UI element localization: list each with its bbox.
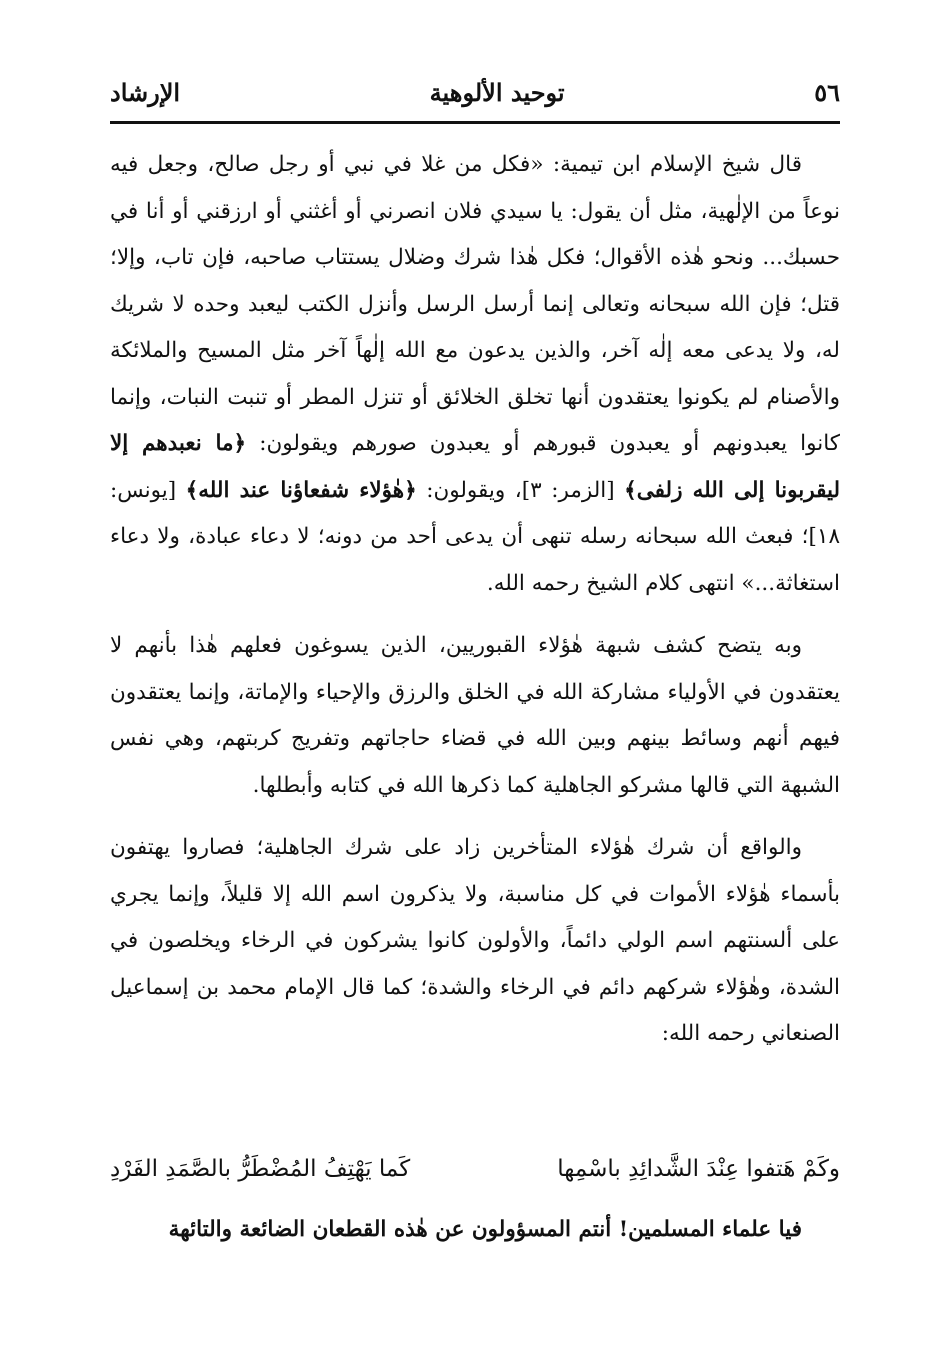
verse-reference-yunus: [يونس: ١٨]؛	[110, 477, 840, 549]
quran-verse-zumar: ﴿ما نعبدهم إلا ليقربونا إلى الله زلفى﴾	[110, 431, 840, 503]
running-head	[110, 70, 840, 114]
chapter-title: توحيد الألوهية	[429, 77, 565, 107]
closing-line: فيا علماء المسلمين! أنتم المسؤولون عن هٰذه القطعان الضائعة والتائهة	[168, 1217, 802, 1242]
header-rule	[110, 121, 840, 124]
book-title: الإرشاد	[110, 77, 181, 107]
paragraph-waqi: والواقع أن شرك هٰؤلاء المتأخرين زاد على شرك الجاهلية؛ فصاروا يهتفون بأسماء هٰؤلاء الأموات في كل مناسبة، ولا يذكرون اسم الله إلا قليلاً، وإنما يجري على ألسنتهم اسم الولي دائماً، والأولون كانوا يشركون في الرخاء ويخلصون في الشدة، وهٰؤلاء شركهم دائم في الرخاء والشدة؛ كما قال الإمام محمد بن إسماعيل الصنعاني رحمه الله:	[110, 835, 840, 1046]
quote-text-start: قال شيخ الإسلام ابن تيمية: «فكل من غلا في نبي أو رجل صالح، وجعل فيه نوعاً من الإلٰهية، مثل أن يقول: يا سيدي فلان انصرني أو أغثني أو ارزقني أو أنا في حسبك... ونحو هٰذه الأقوال؛ فكل هٰذا شرك وضلال يستتاب صاحبه، فإن تاب، وإلا؛ قتل؛ فإن الله سبحانه وتعالى إنما أرسل الرسل وأنزل الكتب ليعبد وحده لا شريك له، ولا يدعى معه إلٰه آخر، والذين يدعون مع الله إلٰهاً آخر مثل المسيح والملائكة والأصنام لم يكونوا يعتقدون أنها تخلق الخلائق أو تنزل المطر أو تنبت النبات، وإنما كانوا يعبدونهم أو يعبدون قبورهم أو يعبدون صورهم ويقولون:	[110, 152, 840, 456]
verse-first-hemistich: وكَمْ هَتفوا عِنْدَ الشَّدائِدِ باسْمِها	[557, 1156, 840, 1182]
body-text	[110, 142, 840, 1058]
verse-reference-zumar: [الزمر: ٣]،	[514, 477, 615, 503]
poetry-verse	[110, 1146, 840, 1192]
quote-paragraph	[110, 142, 840, 607]
page-number: ٥٦	[814, 77, 840, 107]
quote-text-middle: ويقولون:	[426, 477, 506, 503]
quran-verse-yunus: ﴿هٰؤلاء شفعاؤنا عند الله﴾	[185, 477, 417, 503]
quote-text-end: فبعث الله سبحانه رسله تنهى أن يدعى أحد من دونه؛ لا دعاء عبادة، ولا دعاء استغاثة...» انتهى كلام الشيخ رحمه الله.	[110, 524, 840, 596]
paragraph-shubha: وبه يتضح كشف شبهة هٰؤلاء القبوريين، الذين يسوغون فعلهم هٰذا بأنهم لا يعتقدون في الأولياء مشاركة الله في الخلق والرزق والإحياء والإماتة، وإنما يعتقدون فيهم أنهم وسائط بينهم وبين الله في قضاء حاجاتهم وتفريج كربتهم، وهي نفس الشبهة التي قالها مشركو الجاهلية كما ذكرها الله في كتابه وأبطلها.	[110, 633, 840, 798]
verse-second-hemistich: كَما يَهْتِفُ المُضْطَرُّ بالصَّمَدِ الفَرْدِ	[110, 1156, 411, 1182]
